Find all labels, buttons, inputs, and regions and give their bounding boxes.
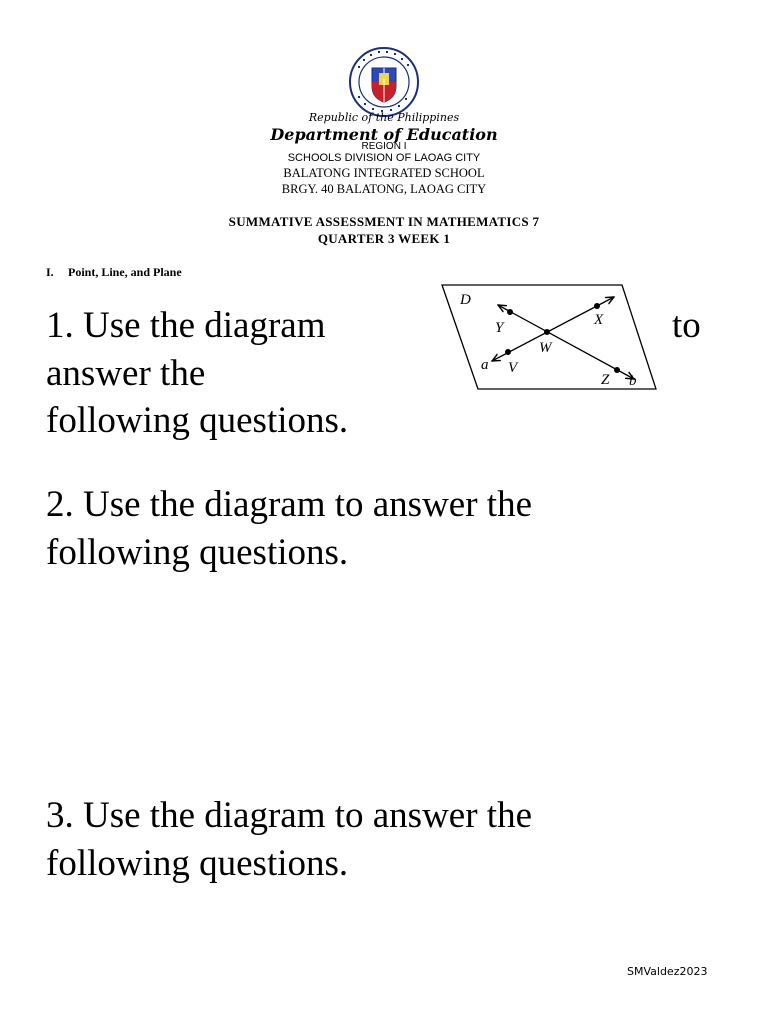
label-z: Z <box>601 372 610 388</box>
point-z <box>614 367 620 373</box>
point-y <box>507 309 513 315</box>
section-title: Point, Line, and Plane <box>68 265 182 279</box>
deped-seal-logo <box>348 46 420 118</box>
division-line: SCHOOLS DIVISION OF LAOAG CITY <box>287 152 481 164</box>
assessment-quarter: QUARTER 3 WEEK 1 <box>317 231 451 246</box>
republic-line: Republic of the Philippines <box>308 111 460 124</box>
question-1-line-2: answer the <box>46 353 206 394</box>
footer-credit: SMValdez2023 <box>627 965 708 978</box>
assessment-title: SUMMATIVE ASSESSMENT IN MATHEMATICS 7 <box>228 214 540 229</box>
line-b <box>498 305 634 379</box>
question-3-line-2: following questions. <box>46 843 349 884</box>
point-w <box>544 329 550 335</box>
label-plane-d: D <box>460 292 471 308</box>
label-y: Y <box>495 320 504 336</box>
question-1-line-1-end: to <box>672 305 701 346</box>
school-name: BALATONG INTEGRATED SCHOOL <box>283 166 485 180</box>
section-heading <box>46 265 182 280</box>
school-address: BRGY. 40 BALATONG, LAOAG CITY <box>281 182 487 196</box>
point-x <box>594 303 600 309</box>
label-v: V <box>508 360 518 376</box>
question-1-line-1: 1. Use the diagram <box>46 305 326 346</box>
plane-diagram <box>440 283 658 391</box>
point-v <box>505 349 511 355</box>
section-number: I. <box>46 265 54 279</box>
label-x: X <box>594 312 604 328</box>
department-name: Department of Education <box>270 125 498 144</box>
question-2-line-1: 2. Use the diagram to answer the <box>46 484 532 525</box>
label-a: a <box>481 357 489 373</box>
question-2-line-2: following questions. <box>46 532 349 573</box>
question-1-line-3: following questions. <box>46 400 349 441</box>
question-3-line-1: 3. Use the diagram to answer the <box>46 795 532 836</box>
region-line: REGION I <box>361 141 407 152</box>
label-b: b <box>629 373 637 389</box>
label-w: W <box>539 340 552 356</box>
